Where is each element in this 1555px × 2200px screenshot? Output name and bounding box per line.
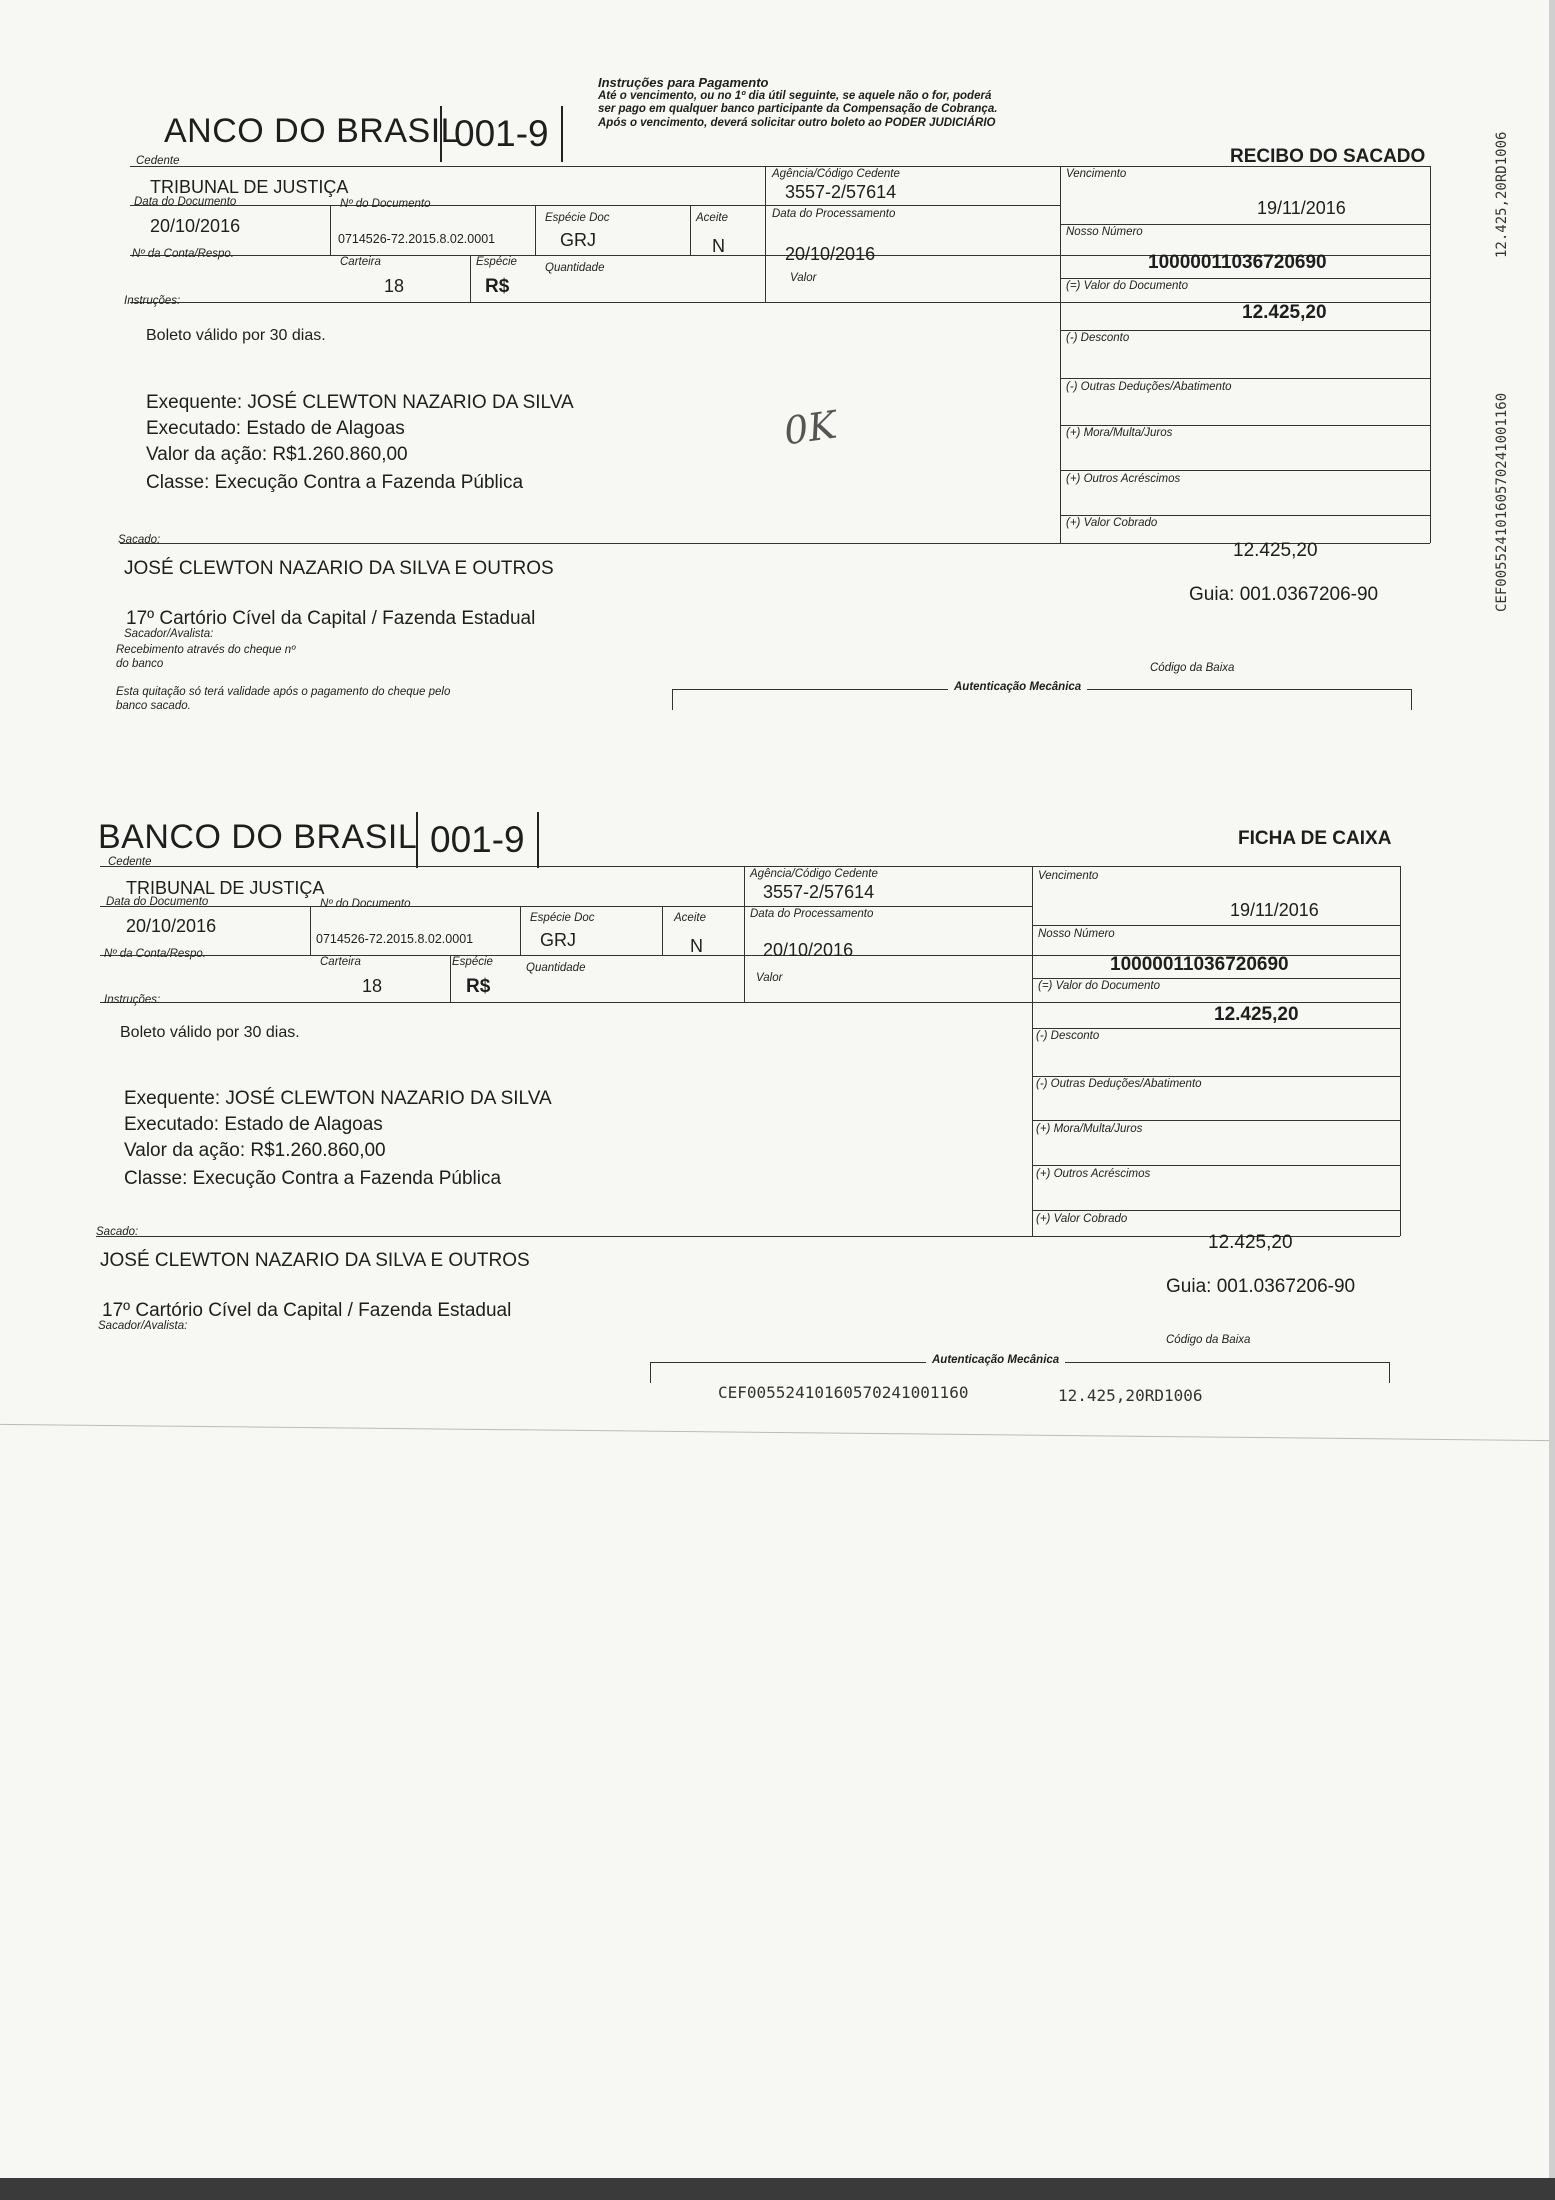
row-divider [1032,978,1400,979]
especie-label: Espécie [452,956,493,968]
bank-code: 001-9 [440,106,563,162]
nosso-numero-value: 10000011036720690 [1148,252,1327,273]
valor-acao-text: Valor da ação: R$1.260.860,00 [124,1140,386,1161]
payment-instructions-line: Até o vencimento, ou no 1º dia útil seguinte, se aquele não o for, poderá [598,89,992,102]
bank-code: 001-9 [416,812,539,868]
valor-acao-text: Valor da ação: R$1.260.860,00 [146,444,408,465]
mora-label: (+) Mora/Multa/Juros [1066,427,1173,439]
row-divider [96,1236,1400,1237]
vencimento-value: 19/11/2016 [1257,198,1346,218]
cheque-text: Recebimento através do cheque nº [116,644,296,656]
side-stamp-value: 12.425,20RD1006 [1494,131,1510,258]
valor-documento-label: (=) Valor do Documento [1038,980,1160,992]
sacado-value: JOSÉ CLEWTON NAZARIO DA SILVA E OUTROS [124,558,554,579]
row-divider [1032,1210,1400,1211]
data-documento-value: 20/10/2016 [126,916,217,936]
especie-value: R$ [485,276,510,297]
valor-label: Valor [790,272,817,284]
especie-label: Espécie [476,256,517,268]
valor-documento-value: 12.425,20 [1214,1004,1299,1025]
slip-title: FICHA DE CAIXA [1238,828,1392,849]
agencia-value: 3557-2/57614 [785,182,897,202]
slip-title: RECIBO DO SACADO [1230,146,1426,167]
carteira-value: 18 [384,276,405,296]
scanner-bed [0,2178,1555,2200]
data-documento-label: Data do Documento [134,196,237,208]
agencia-label: Agência/Código Cedente [772,168,900,180]
cedente-value: TRIBUNAL DE JUSTIÇA [126,878,325,898]
column-divider [1400,866,1401,1236]
column-divider [520,906,521,955]
especie-doc-label: Espécie Doc [545,212,610,224]
vencimento-label: Vencimento [1038,870,1099,882]
row-divider [1032,925,1400,926]
column-divider [310,906,311,955]
quantidade-label: Quantidade [545,262,605,274]
payment-instructions-line: ser pago em qualquer banco participante da Compensação de Cobrança. [598,103,998,115]
valor-documento-label: (=) Valor do Documento [1066,280,1188,292]
executado-text: Executado: Estado de Alagoas [146,418,405,439]
validity-text: Boleto válido por 30 dias. [120,1024,300,1041]
outros-acrescimos-label: (+) Outros Acréscimos [1066,473,1181,485]
valor-label: Valor [756,972,783,984]
outras-deducoes-label: (-) Outras Deduções/Abatimento [1036,1078,1202,1090]
cheque-text: Esta quitação só terá validade após o pagamento do cheque pelo [116,686,451,698]
vencimento-label: Vencimento [1066,168,1127,180]
codigo-baixa-label: Código da Baixa [1166,1334,1251,1346]
conta-label: Nº da Conta/Respo. [132,248,235,260]
bank-name: ANCO DO BRASIL [164,112,461,150]
cedente-label: Cedente [136,155,180,167]
guia-value: Guia: 001.0367206-90 [1166,1276,1356,1297]
especie-doc-value: GRJ [560,230,596,250]
stamp-value: 12.425,20RD1006 [1058,1386,1203,1405]
especie-doc-label: Espécie Doc [530,912,595,924]
nosso-numero-label: Nosso Número [1038,928,1115,940]
nosso-numero-value: 10000011036720690 [1110,954,1289,975]
num-documento-label: Nº do Documento [320,898,411,910]
aceite-value: N [690,936,703,956]
authentication-label: Autenticação Mecânica [926,1354,1065,1366]
column-divider [744,866,745,1002]
row-divider [100,866,1400,867]
aceite-value: N [712,236,725,256]
valor-cobrado-label: (+) Valor Cobrado [1066,517,1158,529]
row-divider [1032,1120,1400,1121]
page-edge [1549,0,1555,2180]
agencia-value: 3557-2/57614 [763,882,875,902]
column-divider [662,906,663,955]
codigo-baixa-label: Código da Baixa [1150,662,1235,674]
aceite-label: Aceite [696,212,728,224]
carteira-label: Carteira [320,956,361,968]
cheque-text: banco sacado. [116,700,191,712]
desconto-label: (-) Desconto [1066,332,1130,344]
row-divider [100,1002,1400,1003]
num-documento-label: Nº do Documento [340,198,431,210]
exequente-text: Exequente: JOSÉ CLEWTON NAZARIO DA SILVA [146,392,574,413]
guia-value: Guia: 001.0367206-90 [1189,584,1379,605]
payment-instructions-heading: Instruções para Pagamento [598,75,769,90]
data-processamento-value: 20/10/2016 [785,244,876,264]
valor-cobrado-label: (+) Valor Cobrado [1036,1213,1128,1225]
row-divider [100,906,1032,907]
carteira-value: 18 [362,976,383,996]
sacado-value: JOSÉ CLEWTON NAZARIO DA SILVA E OUTROS [100,1250,530,1271]
conta-label: Nº da Conta/Respo. [104,948,207,960]
data-processamento-value: 20/10/2016 [763,940,854,960]
handwritten-note: 0K [781,402,840,454]
validity-text: Boleto válido por 30 dias. [146,327,326,344]
sacado-label: Sacado: [118,534,161,546]
side-stamp-code: CEF00552410160570241001160 [1494,392,1510,612]
fold-line [0,1424,1555,1441]
quantidade-label: Quantidade [526,962,586,974]
agencia-label: Agência/Código Cedente [750,868,878,880]
especie-value: R$ [466,976,491,997]
outras-deducoes-label: (-) Outras Deduções/Abatimento [1066,381,1232,393]
column-divider [1032,866,1033,1236]
bank-name: BANCO DO BRASIL [98,818,418,856]
exequente-text: Exequente: JOSÉ CLEWTON NAZARIO DA SILVA [124,1088,552,1109]
cheque-text: do banco [116,658,164,670]
valor-cobrado-value: 12.425,20 [1208,1232,1293,1253]
cartorio-value: 17º Cartório Cível da Capital / Fazenda Estadual [126,608,536,629]
num-documento-value: 0714526-72.2015.8.02.0001 [316,932,474,946]
vencimento-value: 19/11/2016 [1230,900,1319,920]
valor-documento-value: 12.425,20 [1242,302,1327,323]
row-divider [1032,1028,1400,1029]
cartorio-value: 17º Cartório Cível da Capital / Fazenda Estadual [102,1300,512,1321]
desconto-label: (-) Desconto [1036,1030,1100,1042]
data-processamento-label: Data do Processamento [750,908,874,920]
column-divider [450,955,451,1002]
valor-cobrado-value: 12.425,20 [1233,540,1318,561]
authentication-label: Autenticação Mecânica [948,681,1087,693]
data-documento-value: 20/10/2016 [150,216,241,236]
sacador-label: Sacador/Avalista: [124,628,214,640]
instrucoes-label: Instruções: [124,295,181,307]
payment-instructions-line: Após o vencimento, deverá solicitar outro boleto ao PODER JUDICIÁRIO [598,116,996,129]
aceite-label: Aceite [674,912,706,924]
carteira-label: Carteira [340,256,381,268]
classe-text: Classe: Execução Contra a Fazenda Pública [124,1168,502,1189]
nosso-numero-label: Nosso Número [1066,226,1143,238]
stamp-code: CEF00552410160570241001160 [718,1383,969,1402]
row-divider [1032,1076,1400,1077]
outros-acrescimos-label: (+) Outros Acréscimos [1036,1168,1151,1180]
sacado-label: Sacado: [96,1226,139,1238]
mora-label: (+) Mora/Multa/Juros [1036,1123,1143,1135]
sacador-label: Sacador/Avalista: [98,1320,188,1332]
especie-doc-value: GRJ [540,930,576,950]
cedente-label: Cedente [108,856,152,868]
data-processamento-label: Data do Processamento [772,208,896,220]
cedente-value: TRIBUNAL DE JUSTIÇA [150,177,349,197]
instrucoes-label: Instruções: [104,994,161,1006]
row-divider [1032,1165,1400,1166]
classe-text: Classe: Execução Contra a Fazenda Pública [146,472,524,493]
num-documento-value: 0714526-72.2015.8.02.0001 [338,232,496,246]
data-documento-label: Data do Documento [106,896,209,908]
executado-text: Executado: Estado de Alagoas [124,1114,383,1135]
